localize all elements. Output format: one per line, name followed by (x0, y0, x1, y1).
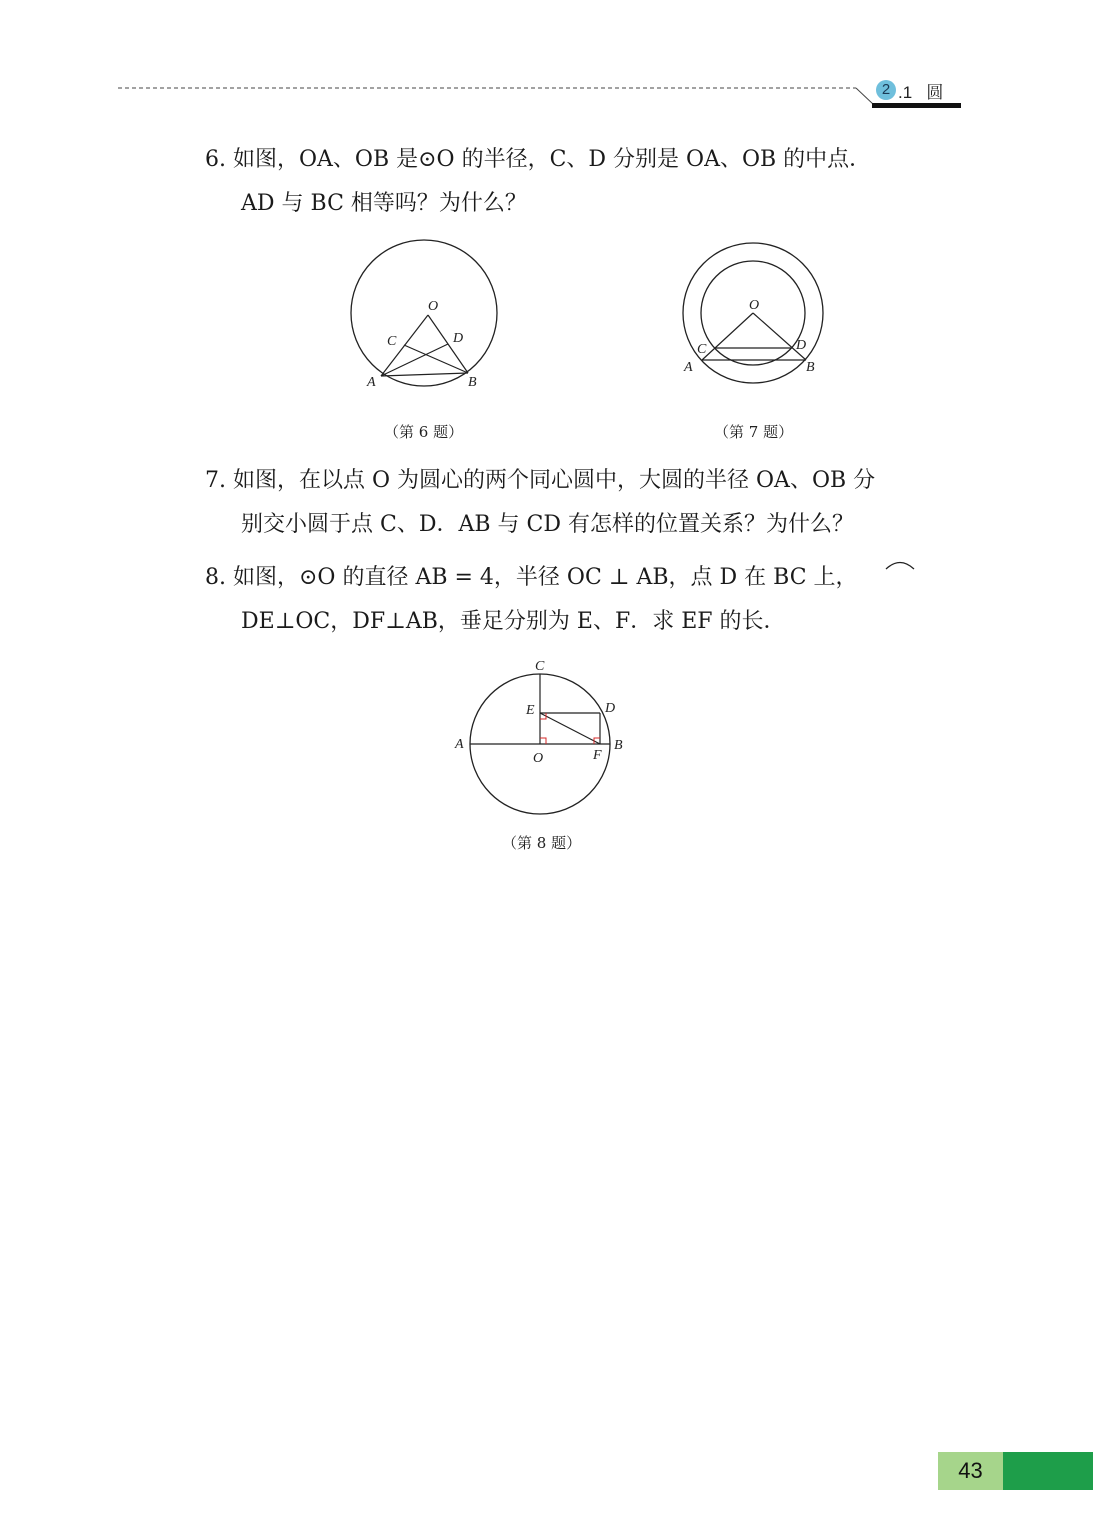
arc-mark (880, 556, 920, 572)
problem-6-line1: 如图，OA、OB 是⊙O 的半径，C、D 分别是 OA、OB 的中点． (233, 147, 872, 172)
problem-7-line1: 如图，在以点 O 为圆心的两个同心圆中，大圆的半径 OA、OB 分 (233, 468, 876, 493)
section-number-badge: 2 (876, 80, 896, 100)
fig6-label-O: O (428, 299, 439, 314)
caption-fig8: （第 8 题） (502, 834, 582, 852)
fig8-label-F: F (593, 748, 602, 763)
fig8-label-E: E (526, 703, 535, 718)
fig7-label-D: D (796, 338, 807, 353)
page-accent-bar (1003, 1452, 1093, 1490)
fig8-label-C: C (535, 659, 545, 674)
figure-7 (670, 235, 840, 405)
fig6-label-C: C (387, 334, 397, 349)
figure-6 (340, 235, 510, 405)
caption-fig7: （第 7 题） (714, 423, 794, 441)
right-angle-mark-O (540, 738, 546, 744)
problem-8-line2: DE⊥OC，DF⊥AB，垂足分别为 E、F．求 EF 的长． (241, 609, 786, 634)
problem-7-number: 7. (205, 468, 226, 493)
problem-6 (205, 138, 871, 226)
problem-8-line1: 如图，⊙O 的直径 AB = 4，半径 OC ⊥ AB，点 D 在 BC 上， (233, 565, 858, 590)
fig8-label-B: B (614, 738, 623, 753)
problem-8 (205, 556, 858, 644)
fig6-label-B: B (468, 375, 477, 390)
caption-fig6: （第 6 题） (384, 423, 464, 441)
fig7-label-O: O (749, 298, 760, 313)
section-title: .1 圆 (898, 83, 944, 102)
fig7-label-B: B (806, 360, 815, 375)
fig6-label-A: A (367, 375, 376, 390)
fig8-label-A: A (455, 737, 464, 752)
section-underline (872, 103, 961, 108)
problem-6-line2: AD 与 BC 相等吗？为什么？ (241, 191, 527, 216)
problem-7-line2: 别交小圆于点 C、D．AB 与 CD 有怎样的位置关系？为什么？ (241, 512, 854, 537)
fig6-label-D: D (453, 331, 464, 346)
page-number: 43 (958, 1458, 983, 1483)
fig8-label-D: D (605, 701, 616, 716)
problem-7 (205, 459, 875, 547)
fig7-label-A: A (684, 360, 693, 375)
fig7-label-C: C (697, 342, 707, 357)
fig8-label-O: O (533, 751, 544, 766)
figure-8 (450, 652, 640, 822)
problem-6-number: 6. (205, 147, 226, 172)
problem-8-number: 8. (205, 565, 226, 590)
